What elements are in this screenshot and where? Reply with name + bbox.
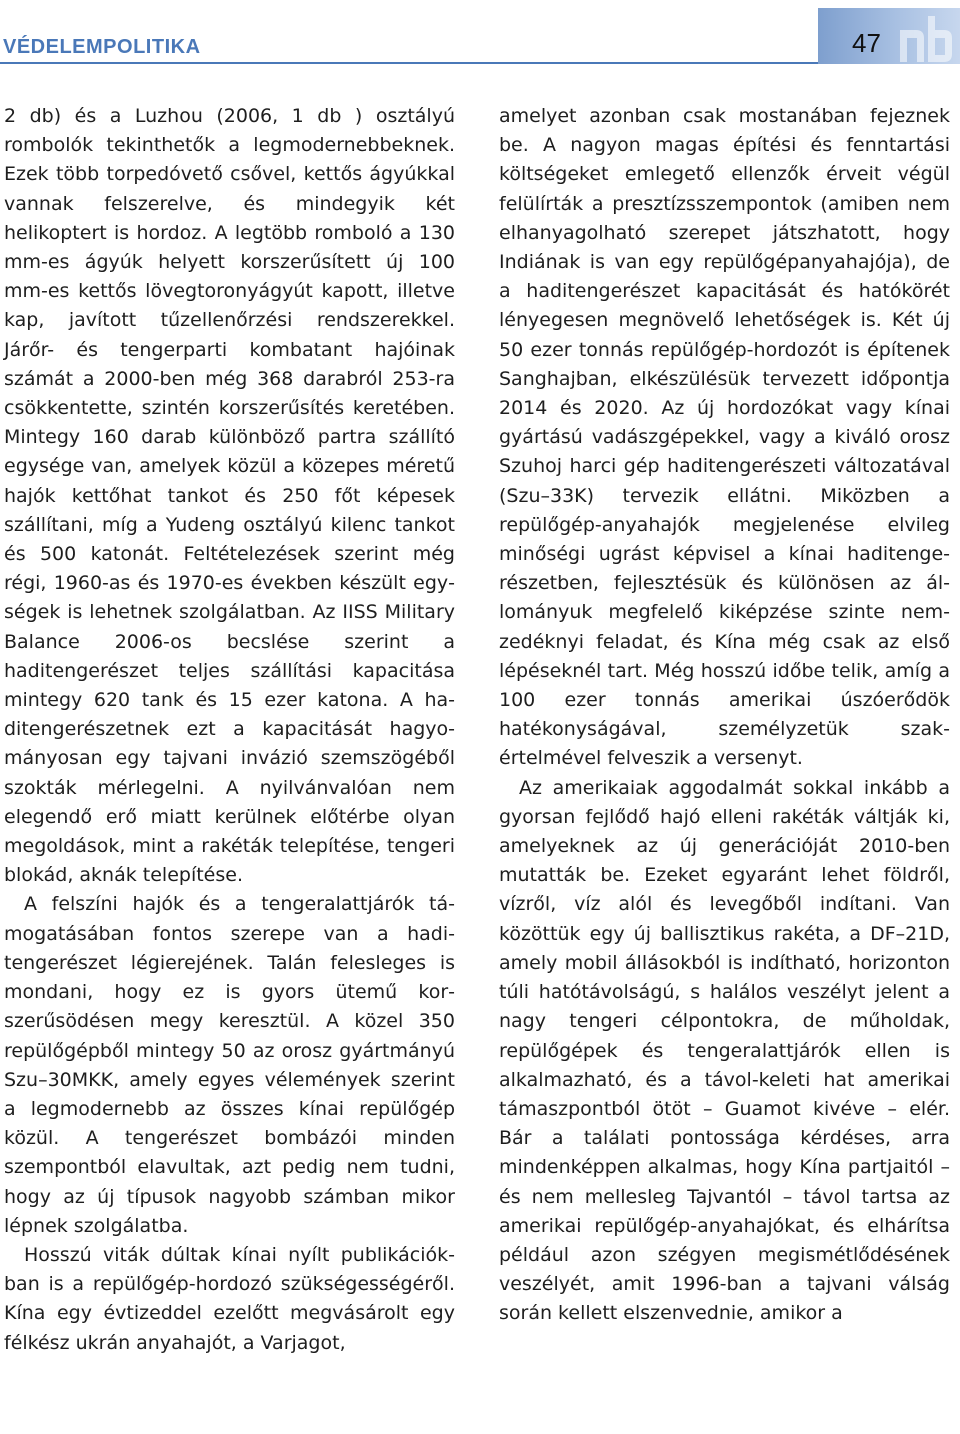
page-number: 47 [852,28,881,58]
paragraph: A felszíni hajók és a tengeralattjárók támogatásában fontos szerepe van a haditengerészet légierejének. Talán felesleges is mondani, hogy ez is gyors ütemű korszerűsödésen megy keresztül. A közel 350 repülőgépből mintegy 50 az orosz gyártmányú Szu–30MKK, amely egyes vélemények szerint a legmodernebb az összes kínai repülőgép közül. A tengerészet bombázói minden szempontból elavultak, azt pedig nem tudni, hogy az új típusok nagyobb számban mikor lépnek szolgálatba. [4,893,455,1237]
paragraph: Hosszú viták dúltak kínai nyílt publikációkban is a repülőgép-hordozó szükségességéről. Kína egy évtizeddel ezelőtt megvásárolt egy félkész ukrán anyahajót, a Varjagot, [4,1243,455,1354]
page-number-box [818,8,960,64]
page-header [0,0,960,66]
header-rule [0,62,960,64]
article-column-left [4,102,455,1358]
paragraph: amelyet azonban csak mostanában fejeznek be. A nagyon magas építési és fenntartási költségeket emlegető ellenzők érveit végül felülírták a presztízsszempontok (amiben nem elhanyagolható szerepet játszhatott, hogy Indiának is van egy repülőgépanyahajója), de a haditengerészet kapacitását és hatókörét lényegesen megnövelő lehetőségek is. Két új 50 ezer tonnás repülőgép-hordozót is építenek Sanghajban, elkészülésük tervezett időpontja 2014 és 2020. Az új hordozókat vagy kínai gyártású vadászgépekkel, vagy a kiváló orosz Szuhoj harci gép haditengerészeti változatával (Szu–33K) tervezik ellátni. Miközben a repülőgép-anyahajók megjelenése elvileg minőségi ugrást képvisel a kínai haditengerészetben, fejlesztésük és különösen az állományuk megfelelő kiképzése szinte nemzedéknyi feladat, és Kína még csak az első lépéseknél tart. Még hosszú időbe telik, amíg a 100 ezer tonnás amerikai úszóerődök hatékonyságával, személyzetük szakértelmével felveszik a versenyt. [499,105,950,770]
paragraph: Az amerikaiak aggodalmát sokkal inkább a gyorsan fejlődő hajó elleni rakéták váltják ki, amelyeknek az új generációját 2010-ben mutatták be. Ezeket egyaránt lehet földről, vízről, víz alól és levegőből indítani. Van közöttük egy új ballisztikus rakéta, a DF–21D, amely mobil állásokból is indítható, horizonton túli hatótávolságú, s halálos veszélyt jelent a nagy tengeri célpontokra, de műholdak, repülőgépek és tengeralattjárók ellen is alkalmazható, és a távol-keleti hat amerikai támaszpontból ötöt – Guamot kivéve – elér. Bár a találati pontossága kérdéses, arra mindenképpen alkalmas, hogy Kína partjaitól – és nem mellesleg Tajvantól – távol tartsa az amerikai repülőgép-anyahajókat, és elhárítsa például azon szégyen megismétlődésének veszélyét, amit 1996-ban a tajvani válság során kellett elszenvednie, amikor a [499,776,950,1325]
article-column-right [499,102,950,1329]
nb-logo-icon [896,12,958,64]
paragraph: 2 db) és a Luzhou (2006, 1 db ) osztályú rombolók tekinthetők a legmodernebbeknek. Ezek több torpedóvető csővel, kettős ágyúkkal vannak felszerelve, és mindegyik két helikoptert is hordoz. A legtöbb romboló a 130 mm-es ágyúk helyett korszerűsített új 100 mm-es kettős lövegtoronyágyút kapott, illetve kap, javított tűzellenőrzési rendszerekkel. Járőr- és tengerparti kombatant hajóinak számát a 2000-ben még 368 darabról 253-ra csökkentette, szintén korszerűsítés keretében. Mintegy 160 darab különböző partra szállító egysége van, amelyek közül a közepes méretű hajók kettőhat tankot és 250 főt képesek szállítani, míg a Yudeng osztályú kilenc tankot és 500 katonát. Feltételezések szerint még régi, 1960-as és 1970-es években készült egységek is lehetnek szolgálatban. Az IISS Military Balance 2006-os becslése szerint a haditengerészet teljes szállítási kapacitása mintegy 620 tank és 15 ezer katona. A haditengerészetnek ezt a kapacitását hagyományosan egy tajvani invázió szemszögéből szokták mérlegelni. A nyilvánvalóan nem elegendő erő miatt kerülnek előtérbe olyan megoldások, mint a rakéták telepítése, tengeri blokád, aknák telepítése. [4,105,455,887]
section-title: VÉDELEMPOLITIKA [3,36,201,58]
